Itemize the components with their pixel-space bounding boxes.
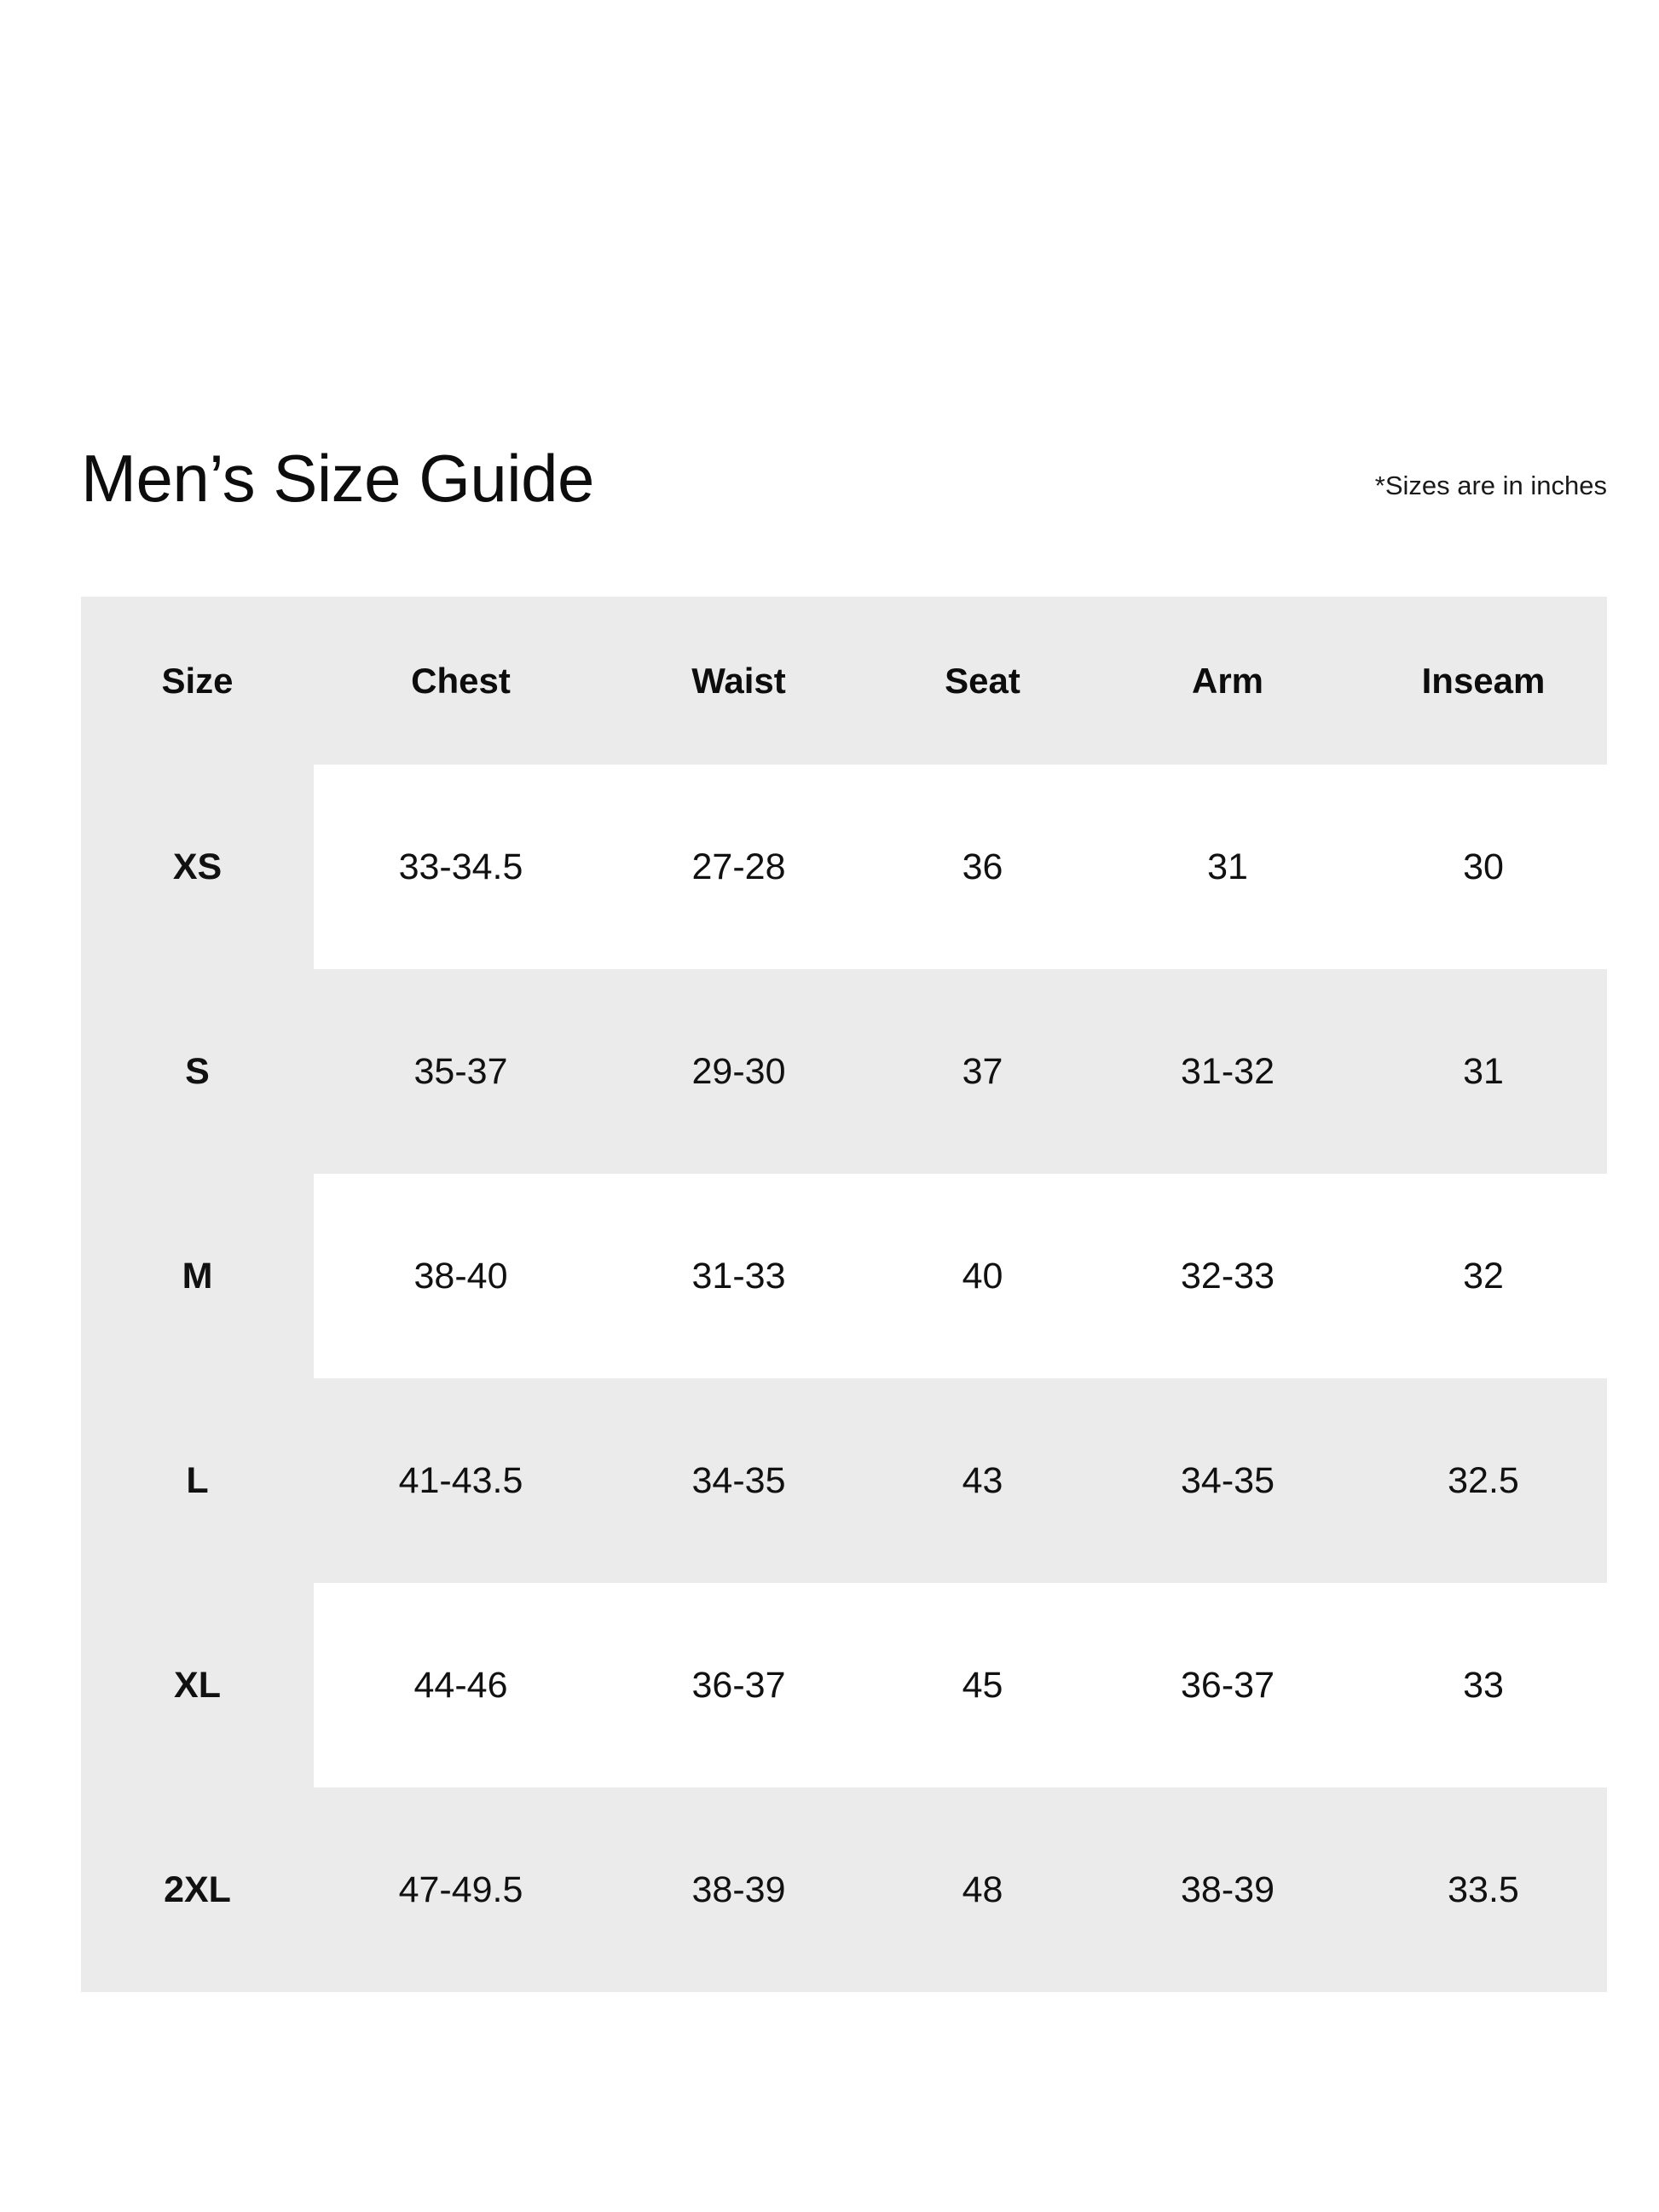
table-header [81,597,1607,765]
cell-waist: 38-39 [608,1788,870,1992]
cell-seat: 36 [870,765,1095,969]
table-header-row [81,597,1607,765]
table-row [81,1174,1607,1378]
cell-waist: 31-33 [608,1174,870,1378]
page-header [81,418,1607,516]
cell-chest: 44-46 [314,1583,608,1788]
table-row [81,1788,1607,1992]
column-header-chest: Chest [314,597,608,765]
cell-inseam: 32.5 [1360,1378,1607,1583]
column-header-inseam: Inseam [1360,597,1607,765]
cell-arm: 32-33 [1095,1174,1360,1378]
cell-seat: 45 [870,1583,1095,1788]
cell-inseam: 31 [1360,969,1607,1174]
column-header-seat: Seat [870,597,1095,765]
units-note: *Sizes are in inches [1374,471,1607,500]
cell-size: L [81,1378,314,1583]
column-header-arm: Arm [1095,597,1360,765]
table-body [81,765,1607,1992]
cell-seat: 48 [870,1788,1095,1992]
cell-seat: 37 [870,969,1095,1174]
cell-size: S [81,969,314,1174]
cell-waist: 36-37 [608,1583,870,1788]
page-title: Men’s Size Guide [81,441,594,516]
cell-chest: 38-40 [314,1174,608,1378]
cell-inseam: 33.5 [1360,1788,1607,1992]
table-row [81,765,1607,969]
cell-chest: 47-49.5 [314,1788,608,1992]
cell-seat: 43 [870,1378,1095,1583]
column-header-size: Size [81,597,314,765]
column-header-waist: Waist [608,597,870,765]
cell-size: M [81,1174,314,1378]
cell-waist: 29-30 [608,969,870,1174]
cell-inseam: 32 [1360,1174,1607,1378]
cell-arm: 38-39 [1095,1788,1360,1992]
cell-size: XL [81,1583,314,1788]
cell-waist: 34-35 [608,1378,870,1583]
table-row [81,969,1607,1174]
cell-waist: 27-28 [608,765,870,969]
cell-arm: 34-35 [1095,1378,1360,1583]
cell-arm: 36-37 [1095,1583,1360,1788]
cell-seat: 40 [870,1174,1095,1378]
cell-inseam: 30 [1360,765,1607,969]
cell-size: 2XL [81,1788,314,1992]
cell-chest: 33-34.5 [314,765,608,969]
cell-size: XS [81,765,314,969]
cell-inseam: 33 [1360,1583,1607,1788]
table-row [81,1583,1607,1788]
cell-arm: 31 [1095,765,1360,969]
size-table-container [81,597,1607,1992]
cell-arm: 31-32 [1095,969,1360,1174]
size-table [81,597,1607,1992]
cell-chest: 35-37 [314,969,608,1174]
table-row [81,1378,1607,1583]
cell-chest: 41-43.5 [314,1378,608,1583]
